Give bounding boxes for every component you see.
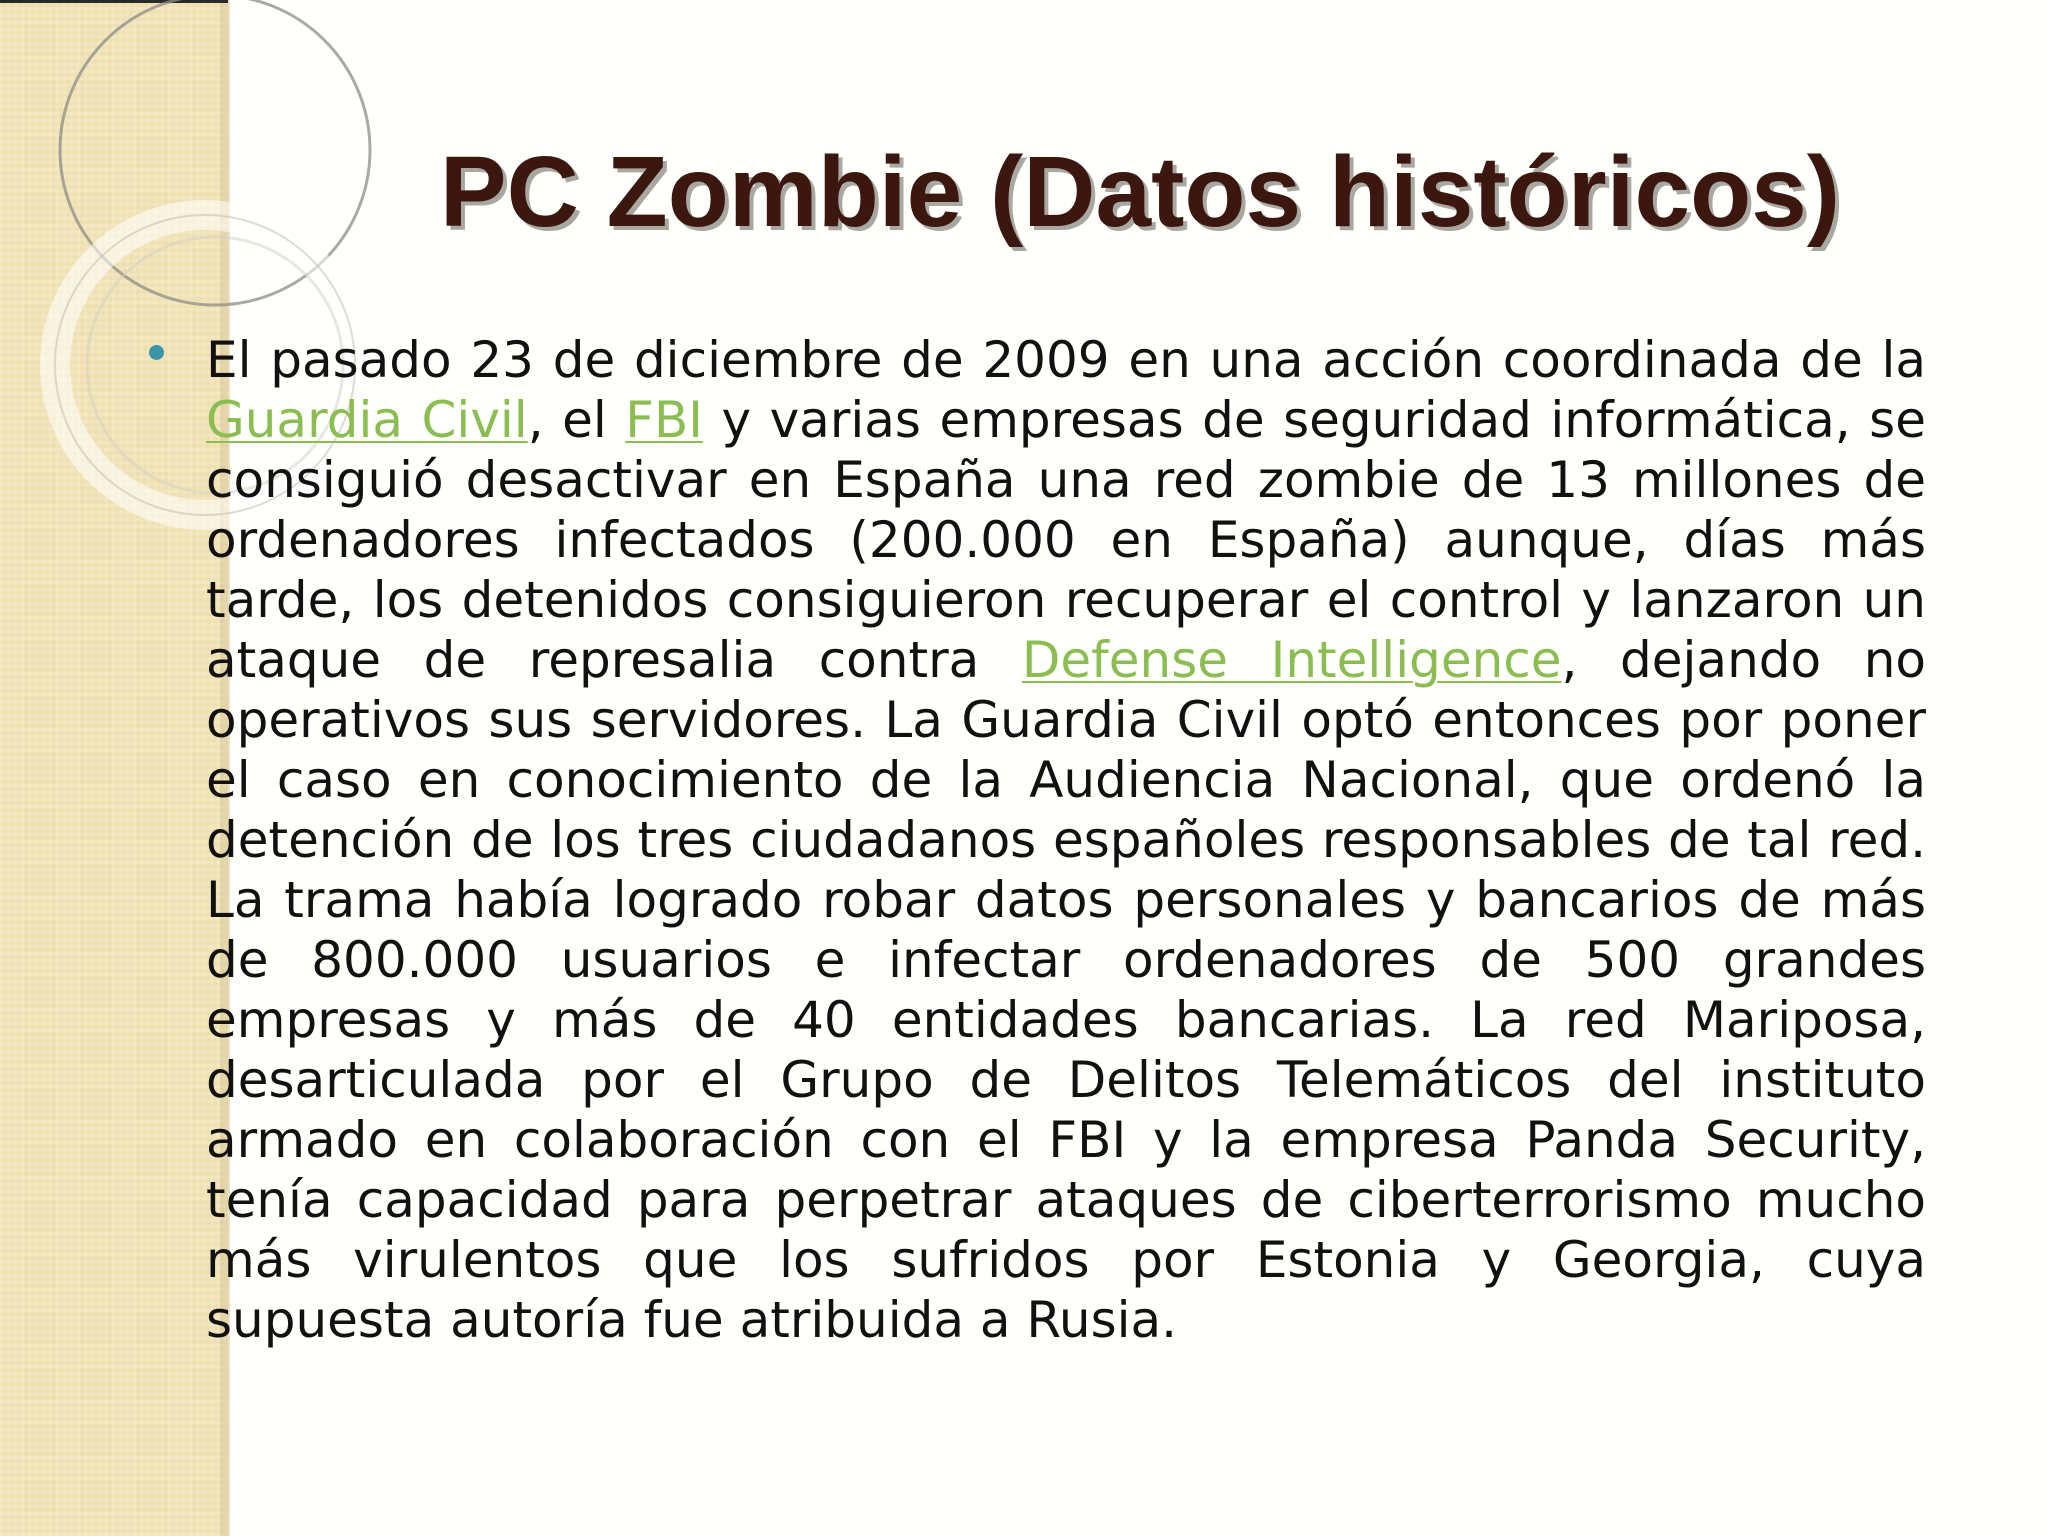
paragraph-text-1: El pasado 23 de diciembre de 2009 en una acción coordinada de la [206,331,1926,389]
body-paragraph [206,330,1926,1350]
paragraph-text-2: , el [527,391,626,449]
slide-title: PC Zombie (Datos históricos) [439,136,1841,248]
top-edge-line [0,0,228,3]
decorative-left-band [0,0,228,1536]
bullet-dot [149,345,164,360]
title-container [220,135,2048,250]
link-defense-intelligence[interactable]: Defense Intelligence [1021,631,1562,689]
link-guardia-civil[interactable]: Guardia Civil [206,391,528,449]
paragraph-text-4: , dejando no operativos sus servidores. La Guardia Civil optó entonces por poner el caso en conocimiento de la Audiencia Nacional, que ordenó la detención de los tres ciudadanos españoles responsables de tal red. La trama había logrado robar datos personales y bancarios de más de 800.000 usuarios e infectar ordenadores de 500 grandes empresas y más de 40 entidades bancarias. La red Mariposa, desarticulada por el Grupo de Delitos Telemáticos del instituto armado en colaboración con el FBI y la empresa Panda Security, tenía capacidad para perpetrar ataques de ciberterrorismo mucho más virulentos que los sufridos por Estonia y Georgia, cuya supuesta autoría fue atribuida a Rusia. [206,631,1926,1349]
paragraph-text-3: y varias empresas de seguridad informática, se consiguió desactivar en España una red zombie de 13 millones de ordenadores infectados (200.000 en España) aunque, días más tarde, los detenidos consiguieron recuperar el control y lanzaron un ataque de represalia contra [206,391,1926,689]
link-fbi[interactable]: FBI [625,391,704,449]
